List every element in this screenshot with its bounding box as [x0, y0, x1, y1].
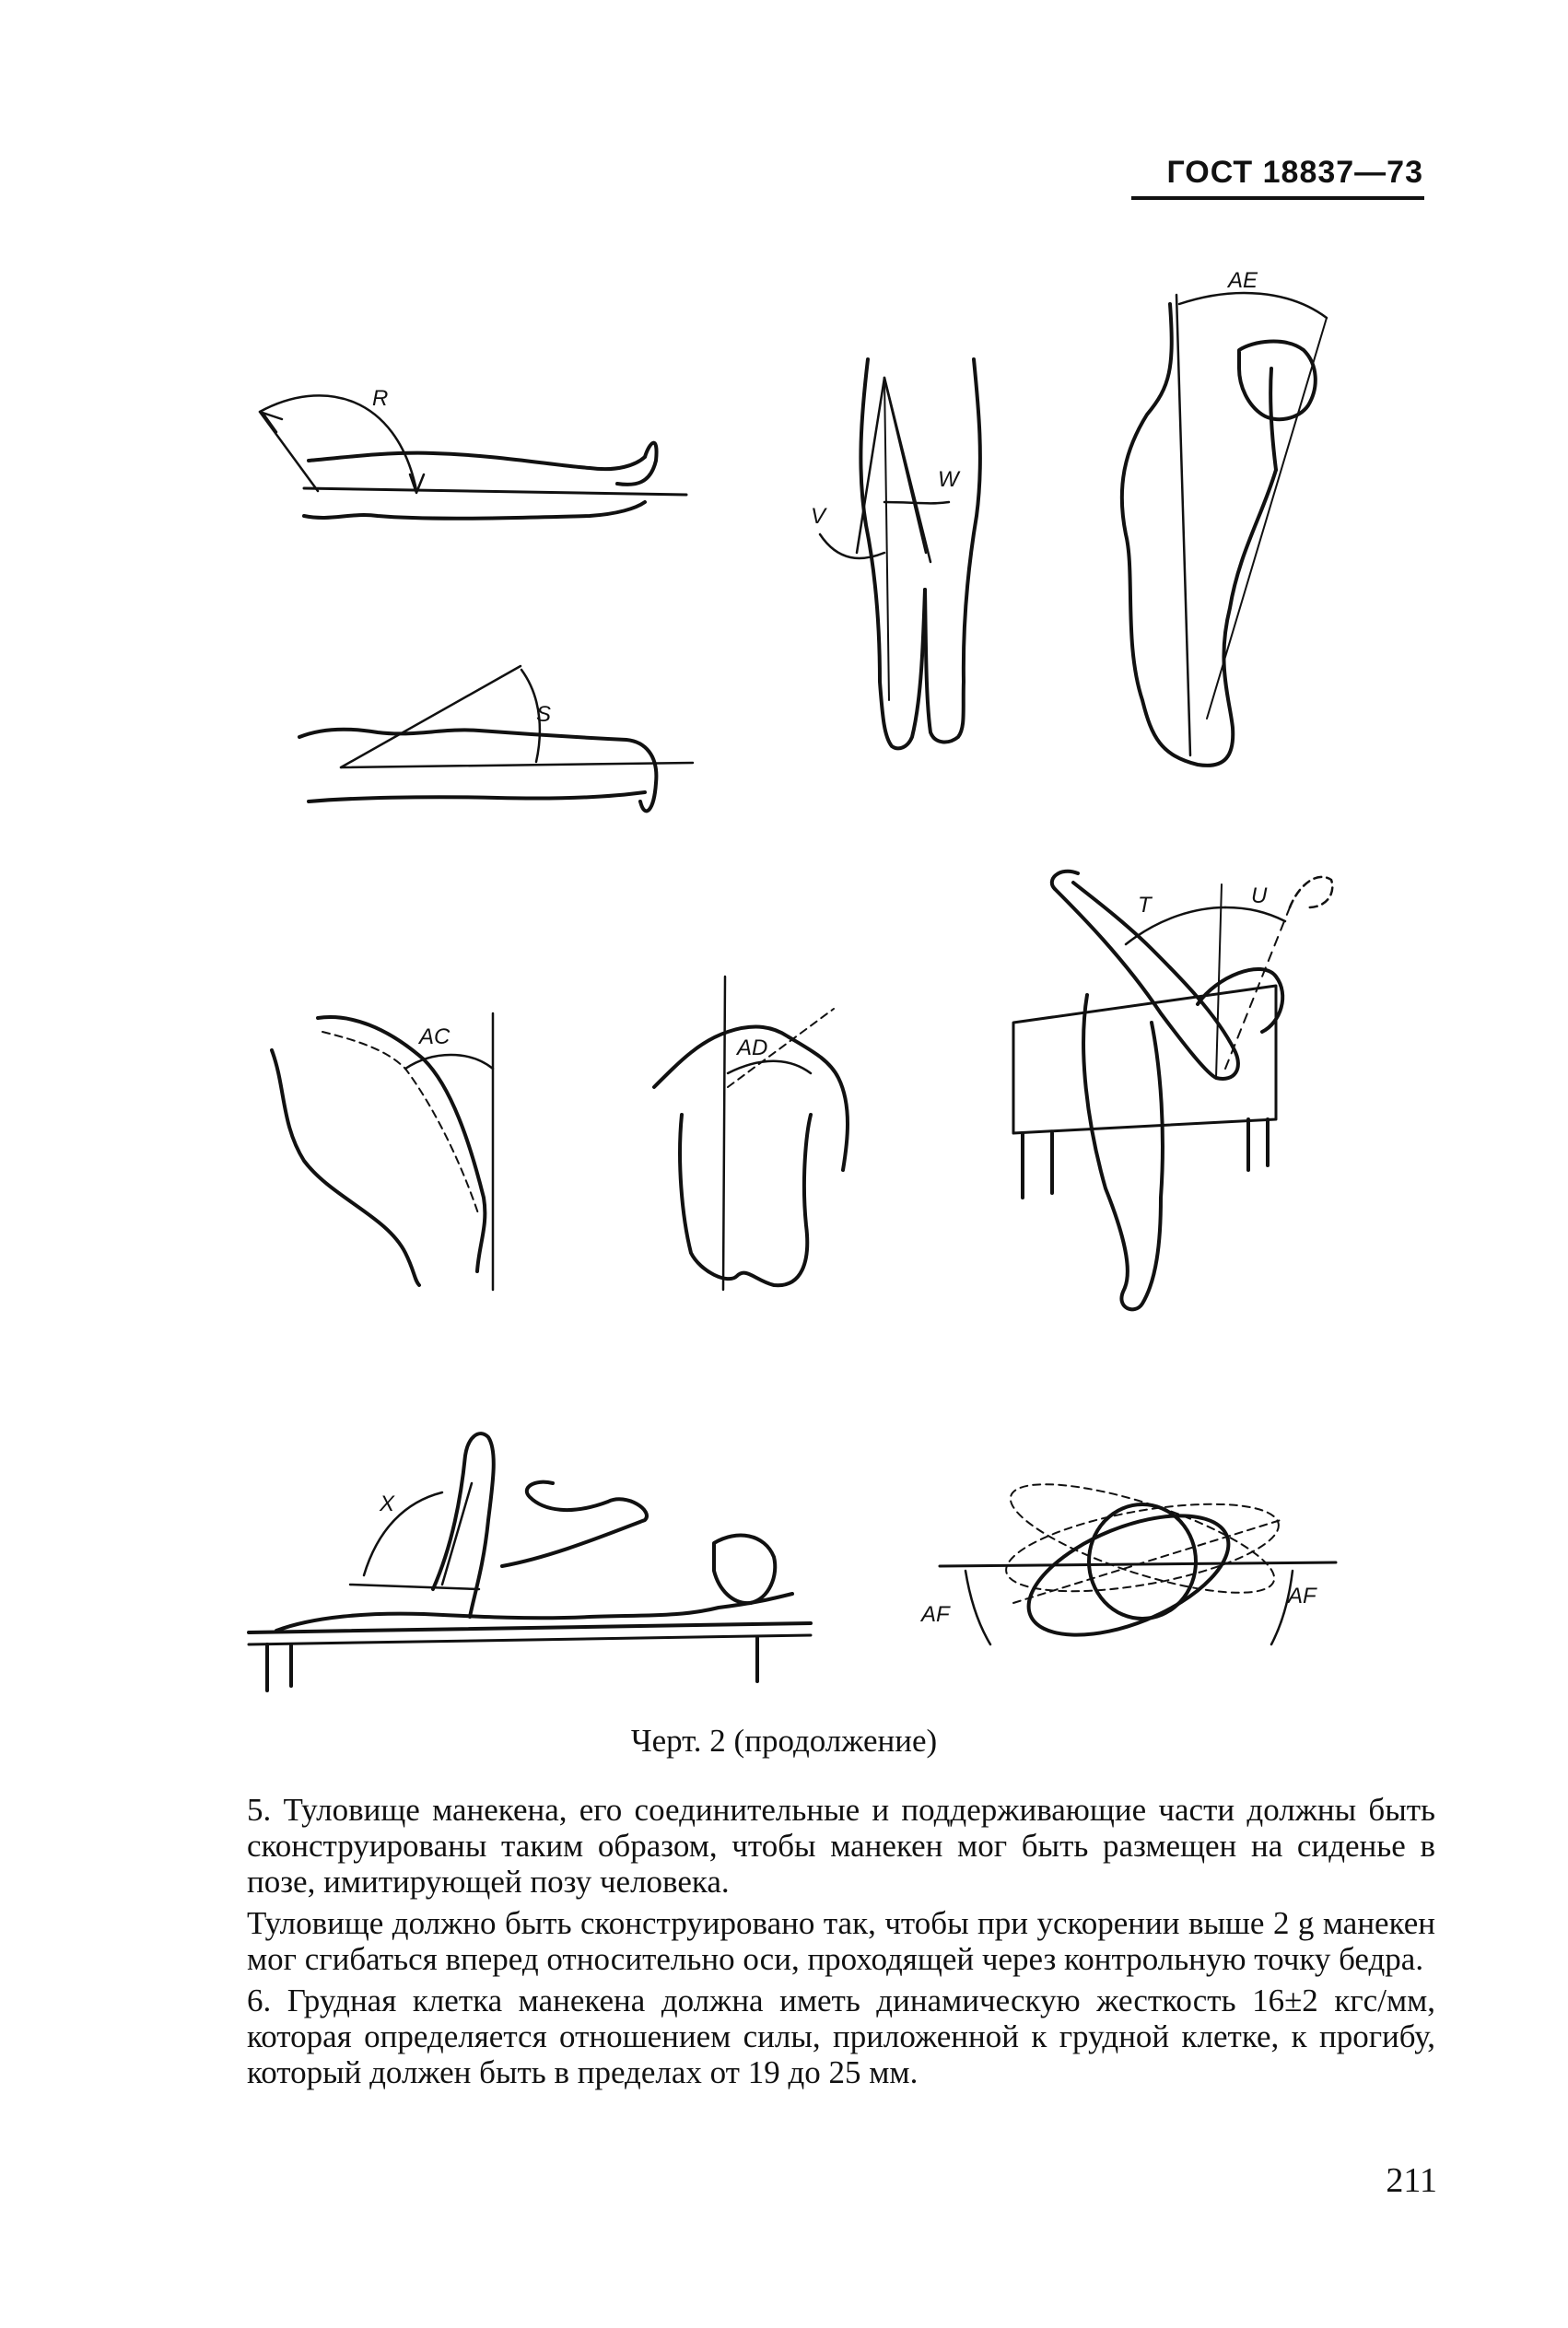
- paragraph-5: 5. Туловище манекена, его соединительные и поддерживающие части должны быть сконструированы таким образом, чтобы манекен мог быть размещен на сиденье в позе, имитирующей позу человека.: [247, 1792, 1435, 1900]
- paragraph-5-continued: Туловище должно быть сконструировано так, чтобы при ускорении выше 2 g манекен мог сгибаться вперед относительно оси, проходящей через контрольную точку бедра.: [247, 1905, 1435, 1977]
- angle-label-ae: AE: [1228, 268, 1258, 293]
- figure-caption: Черт. 2 (продолжение): [630, 1723, 938, 1759]
- angle-label-w: W: [938, 467, 959, 492]
- paragraph-6: 6. Грудная клетка манекена должна иметь динамическую жесткость 16±2 кгс/мм, которая определяется отношением силы, приложенной к грудной клетке, к прогибу, который должен быть в пределах от 19 до 25 мм.: [247, 1983, 1435, 2090]
- document-header: ГОСТ 18837—73: [1166, 155, 1423, 190]
- angle-label-ad: AD: [737, 1035, 768, 1060]
- angle-label-af-right: AF: [1288, 1584, 1316, 1609]
- figure-s-leg: [299, 666, 693, 811]
- figure-tu-leg-on-table: [1013, 872, 1332, 1310]
- page-number: 211: [1386, 2161, 1437, 2200]
- figure-vw-legs: [811, 359, 980, 748]
- angle-label-s: S: [536, 702, 552, 727]
- figure-ac-shoulder: [272, 1013, 493, 1290]
- angle-label-r: R: [372, 386, 389, 411]
- figure-ad-back: [654, 977, 848, 1290]
- angle-label-u: U: [1251, 883, 1268, 908]
- body-paragraphs: [247, 1792, 1435, 2090]
- angle-label-x: X: [380, 1492, 395, 1516]
- figure-r-leg-raise: [260, 386, 686, 519]
- angle-label-af-left: AF: [921, 1602, 950, 1627]
- figure-x-lying-leg-raise: [249, 1433, 811, 1690]
- figure-af-pelvis: [919, 1463, 1336, 1660]
- figure-ae-arm-raise: [1122, 268, 1327, 766]
- angle-label-t: T: [1138, 893, 1152, 918]
- angle-label-v: V: [811, 504, 826, 529]
- angle-label-ac: AC: [419, 1024, 451, 1049]
